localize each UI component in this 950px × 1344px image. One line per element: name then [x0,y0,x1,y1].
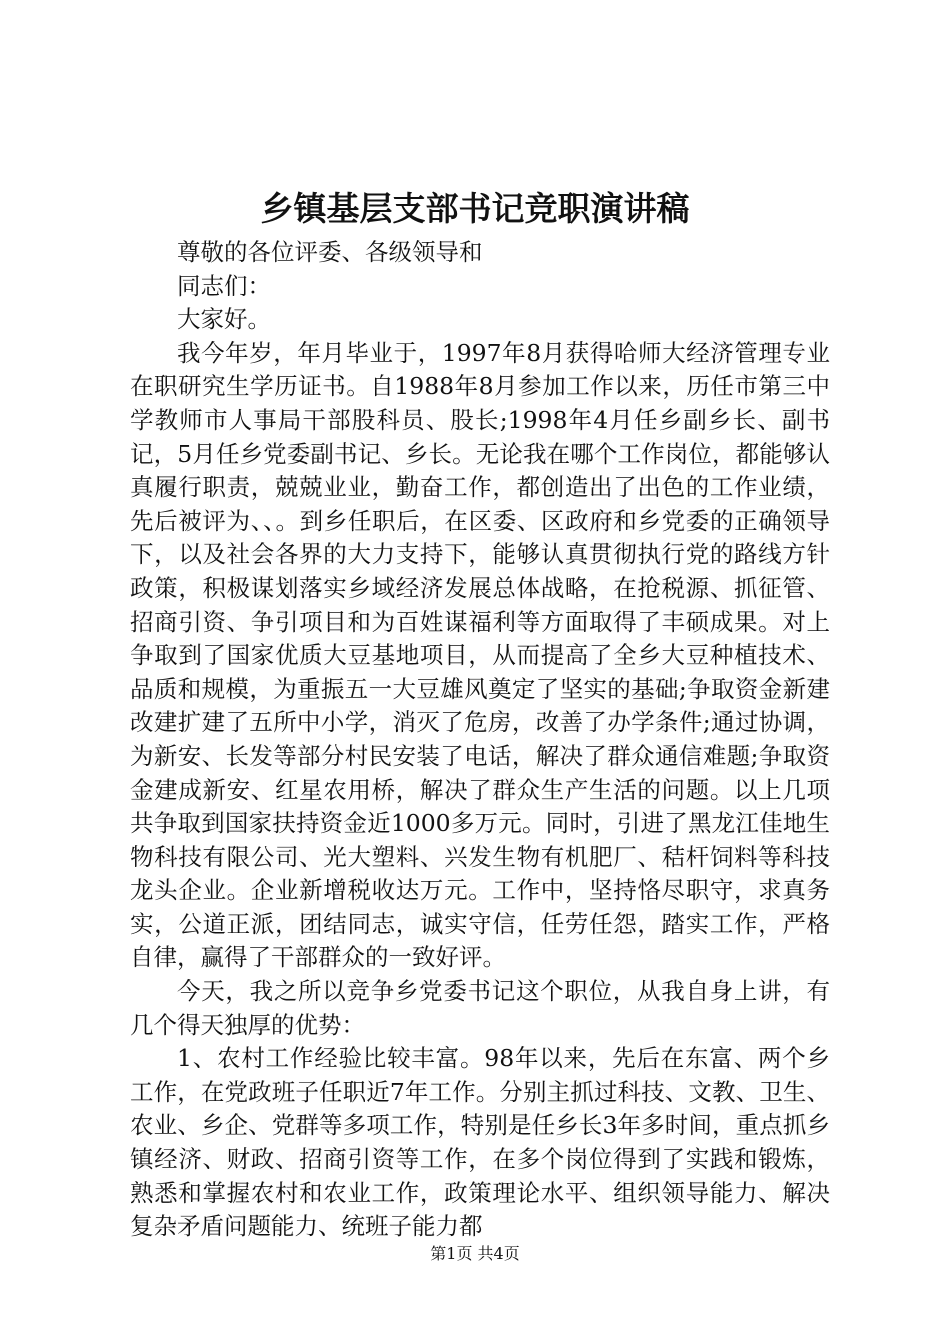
document-title: 乡镇基层支部书记竞职演讲稿 [260,189,690,228]
paragraph-salutation-1: 尊敬的各位评委、各级领导和 [177,238,483,266]
page-number-footer: 第1页 共4页 [430,1244,520,1263]
paragraph-background: 我今年岁，年月毕业于，1997年8月获得哈师大经济管理专业在职研究生学历证书。自1988年8月参加工作以来，历任市第三中学教师市人事局干部股科员、股长;1998年4月任乡副乡长、副书记，5月任乡党委副书记、乡长。无论我在哪个工作岗位，都能够认真履行职责，兢兢业业，勤奋工作，都创造出了出色的工作业绩，先后被评为、、。到乡任职后，在区委、区政府和乡党委的正确领导下，以及社会各界的大力支持下，能够认真贯彻执行党的路线方针政策，积极谋划落实乡域经济发展总体战略，在抢税源、抓征管、招商引资、争引项目和为百姓谋福利等方面取得了丰硕成果。对上争取到了国家优质大豆基地项目，从而提高了全乡大豆种植技术、品质和规模，为重振五一大豆雄风奠定了坚实的基础;争取资金新建改建扩建了五所中小学，消灭了危房，改善了办学条件;通过协调，为新安、长发等部分村民安装了电话，解决了群众通信难题;争取资金建成新安、红星农用桥，解决了群众生产生活的问题。以上几项共争取到国家扶持资金近1000多万元。同时，引进了黑龙江佳地生物科技有限公司、光大塑料、兴发生物有机肥厂、秸杆饲料等科技龙头企业。企业新增税收达万元。工作中，坚持恪尽职守，求真务实，公道正派，团结同志，诚实守信，任劳任怨，踏实工作，严格自律，赢得了干部群众的一致好评。 [130,338,830,972]
paragraph-advantage-1: 1、农村工作经验比较丰富。98年以来，先后在东富、两个乡工作，在党政班子任职近7年工作。分别主抓过科技、文教、卫生、农业、乡企、党群等多项工作，特别是任乡长3年多时间，重点抓乡镇经济、财政、招商引资等工作，在多个岗位得到了实践和锻炼，熟悉和掌握农村和农业工作，政策理论水平、组织领导能力、解决复杂矛盾问题能力、统班子能力都 [130,1044,830,1241]
paragraph-advantages-intro: 今天，我之所以竞争乡党委书记这个职位，从我自身上讲，有几个得天独厚的优势： [130,977,830,1039]
paragraph-salutation-2: 同志们： [177,271,271,300]
document-body [130,236,830,1244]
paragraph-greeting: 大家好。 [177,305,271,334]
